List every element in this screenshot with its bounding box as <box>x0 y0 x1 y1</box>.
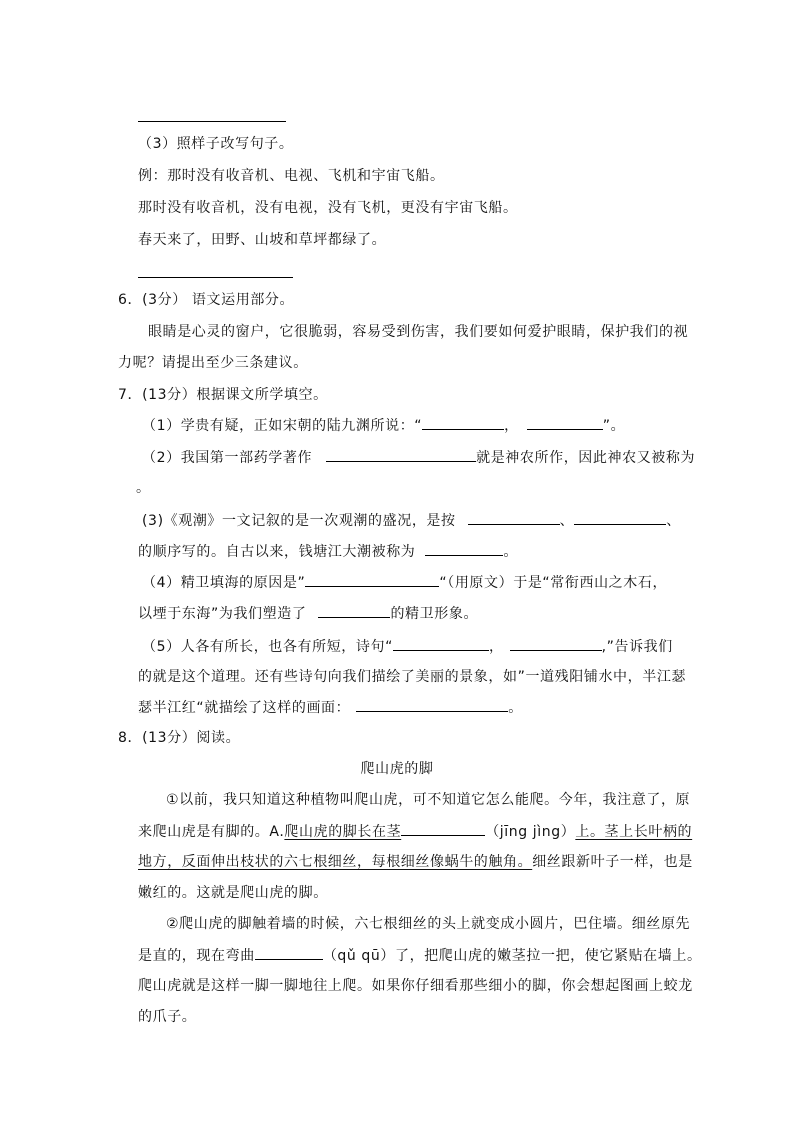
passage-p1-line1: ①以前，我只知道这种植物叫爬山虎，可不知道它怎么能爬。今年，我注意了，原 <box>166 792 691 808</box>
fill-blank[interactable] <box>393 636 489 651</box>
q7-item3-end: 、 <box>666 513 681 529</box>
q7-item3-line2-pre: 的顺序写的。自古以来，钱塘江大潮被称为 <box>138 544 416 560</box>
q7-item1-mid: ， <box>504 418 519 434</box>
fill-blank[interactable] <box>255 945 323 960</box>
answer-line[interactable] <box>138 121 286 122</box>
underlined-sentence: 地方，反面伸出枝状的六七根细丝，每根细丝像蜗牛的触角。 <box>138 854 533 870</box>
passage-p2-line4: 的爪子。 <box>138 1009 197 1025</box>
q7-item5-line3-pre: 瑟半江红“就描绘了这样的画面： <box>138 700 351 716</box>
q7-item3 <box>142 510 681 531</box>
fill-blank[interactable] <box>356 697 508 712</box>
q6-header: 6．(3分） 语文运用部分。 <box>118 292 295 308</box>
fill-blank[interactable] <box>326 447 476 462</box>
fill-blank[interactable] <box>305 572 439 587</box>
passage-p2-line2-post: （qǔ qū）了，把爬山虎的嫩茎拉一把，使它紧贴在墙上。 <box>322 948 702 964</box>
q5-item3-label: （3）照样子改写句子。 <box>138 136 294 152</box>
q7-item5-line3-post: 。 <box>508 700 523 716</box>
fill-blank[interactable] <box>468 510 560 525</box>
q7-item5-line2: 的就是这个道理。还有些诗句向我们描绘了美丽的景象，如”一道残阳铺水中，半江瑟 <box>138 669 687 685</box>
q7-item4-pre: （4）精卫填海的原因是” <box>142 575 306 591</box>
q7-item5-line3 <box>138 697 523 718</box>
q7-item5-post: ,”告诉我们 <box>601 639 673 655</box>
pinyin-choice: （jīng jìng） <box>485 824 576 840</box>
q7-item1-post: ”。 <box>602 418 626 434</box>
q7-item2-post: 就是神农所作，因此神农又被称为 <box>476 450 696 466</box>
q7-item4-line2-post: 的精卫形象。 <box>390 606 479 622</box>
q7-item4-line2-pre: 以堙于东海”为我们塑造了 <box>138 606 307 622</box>
q5-example-answer: 那时没有收音机，没有电视，没有飞机，更没有宇宙飞船。 <box>138 200 518 216</box>
q8-header: 8．(13分）阅读。 <box>118 730 241 746</box>
q7-item3-line2-post: 。 <box>503 544 519 560</box>
fill-blank[interactable] <box>318 603 390 618</box>
fill-blank[interactable] <box>401 821 485 836</box>
q6-body-line2: 力呢？请提出至少三条建议。 <box>118 355 308 371</box>
q7-item3-sep: 、 <box>559 513 575 529</box>
passage-p1-line3 <box>138 852 693 872</box>
q7-item1-pre: （1）学贵有疑，正如宋朝的陆九渊所说：“ <box>142 418 423 434</box>
q7-header: 7．(13分）根据课文所学填空。 <box>118 387 328 403</box>
fill-blank[interactable] <box>527 415 603 430</box>
q7-item2 <box>142 447 695 468</box>
passage-p1-line3-post: 细丝跟新叶子一样，也是 <box>532 854 693 870</box>
q6-body-line1: 眼睛是心灵的窗户，它很脆弱，容易受到伤害，我们要如何爱护眼睛，保护我们的视 <box>148 324 689 340</box>
answer-line[interactable] <box>138 277 293 278</box>
passage-p2-line2 <box>138 945 702 966</box>
q7-item2-pre: （2）我国第一部药学著作 <box>142 450 313 466</box>
fill-blank[interactable] <box>510 636 602 651</box>
q7-item3-line2 <box>138 541 518 562</box>
q5-example-label: 例：那时没有收音机、电视、飞机和宇宙飞船。 <box>138 168 445 184</box>
passage-p1-line2 <box>138 821 692 842</box>
passage-p1-line2-pre: 来爬山虎是有脚的。A. <box>138 824 285 840</box>
q7-item5-mid: ， <box>488 639 504 655</box>
q7-item5-pre: （5）人各有所长，也各有所短，诗句“ <box>142 639 393 655</box>
passage-p2-line2-pre: 是直的，现在弯曲 <box>138 948 255 964</box>
q7-item4 <box>142 572 667 593</box>
passage-p2-line3: 爬山虎就是这样一脚一脚地往上爬。如果你仔细看那些细小的脚，你会想起图画上蛟龙 <box>138 978 693 994</box>
passage-title: 爬山虎的脚 <box>360 761 434 777</box>
q7-item2-end: 。 <box>136 480 151 496</box>
fill-blank[interactable] <box>574 510 666 525</box>
fill-blank[interactable] <box>425 541 503 556</box>
underlined-sentence: 上。茎上长叶柄的 <box>575 824 693 840</box>
fill-blank[interactable] <box>422 415 504 430</box>
passage-p1-line4: 嫩红的。这就是爬山虎的脚。 <box>138 885 328 901</box>
q7-item3-pre: (3)《观潮》一文记叙的是一次观潮的盛况，是按 <box>142 513 456 529</box>
q5-task: 春天来了，田野、山坡和草坪都绿了。 <box>138 232 387 248</box>
q7-item4-line2 <box>138 603 478 624</box>
q7-item4-post: “（用原文）于是“常衔西山之木石， <box>439 575 668 591</box>
underlined-sentence: 爬山虎的脚长在茎 <box>284 824 402 840</box>
q7-item1 <box>142 415 625 436</box>
q7-item5 <box>142 636 673 657</box>
passage-p2-line1: ②爬山虎的脚触着墙的时候，六七根细丝的头上就变成小圆片，巴住墙。细丝原先 <box>166 916 691 932</box>
